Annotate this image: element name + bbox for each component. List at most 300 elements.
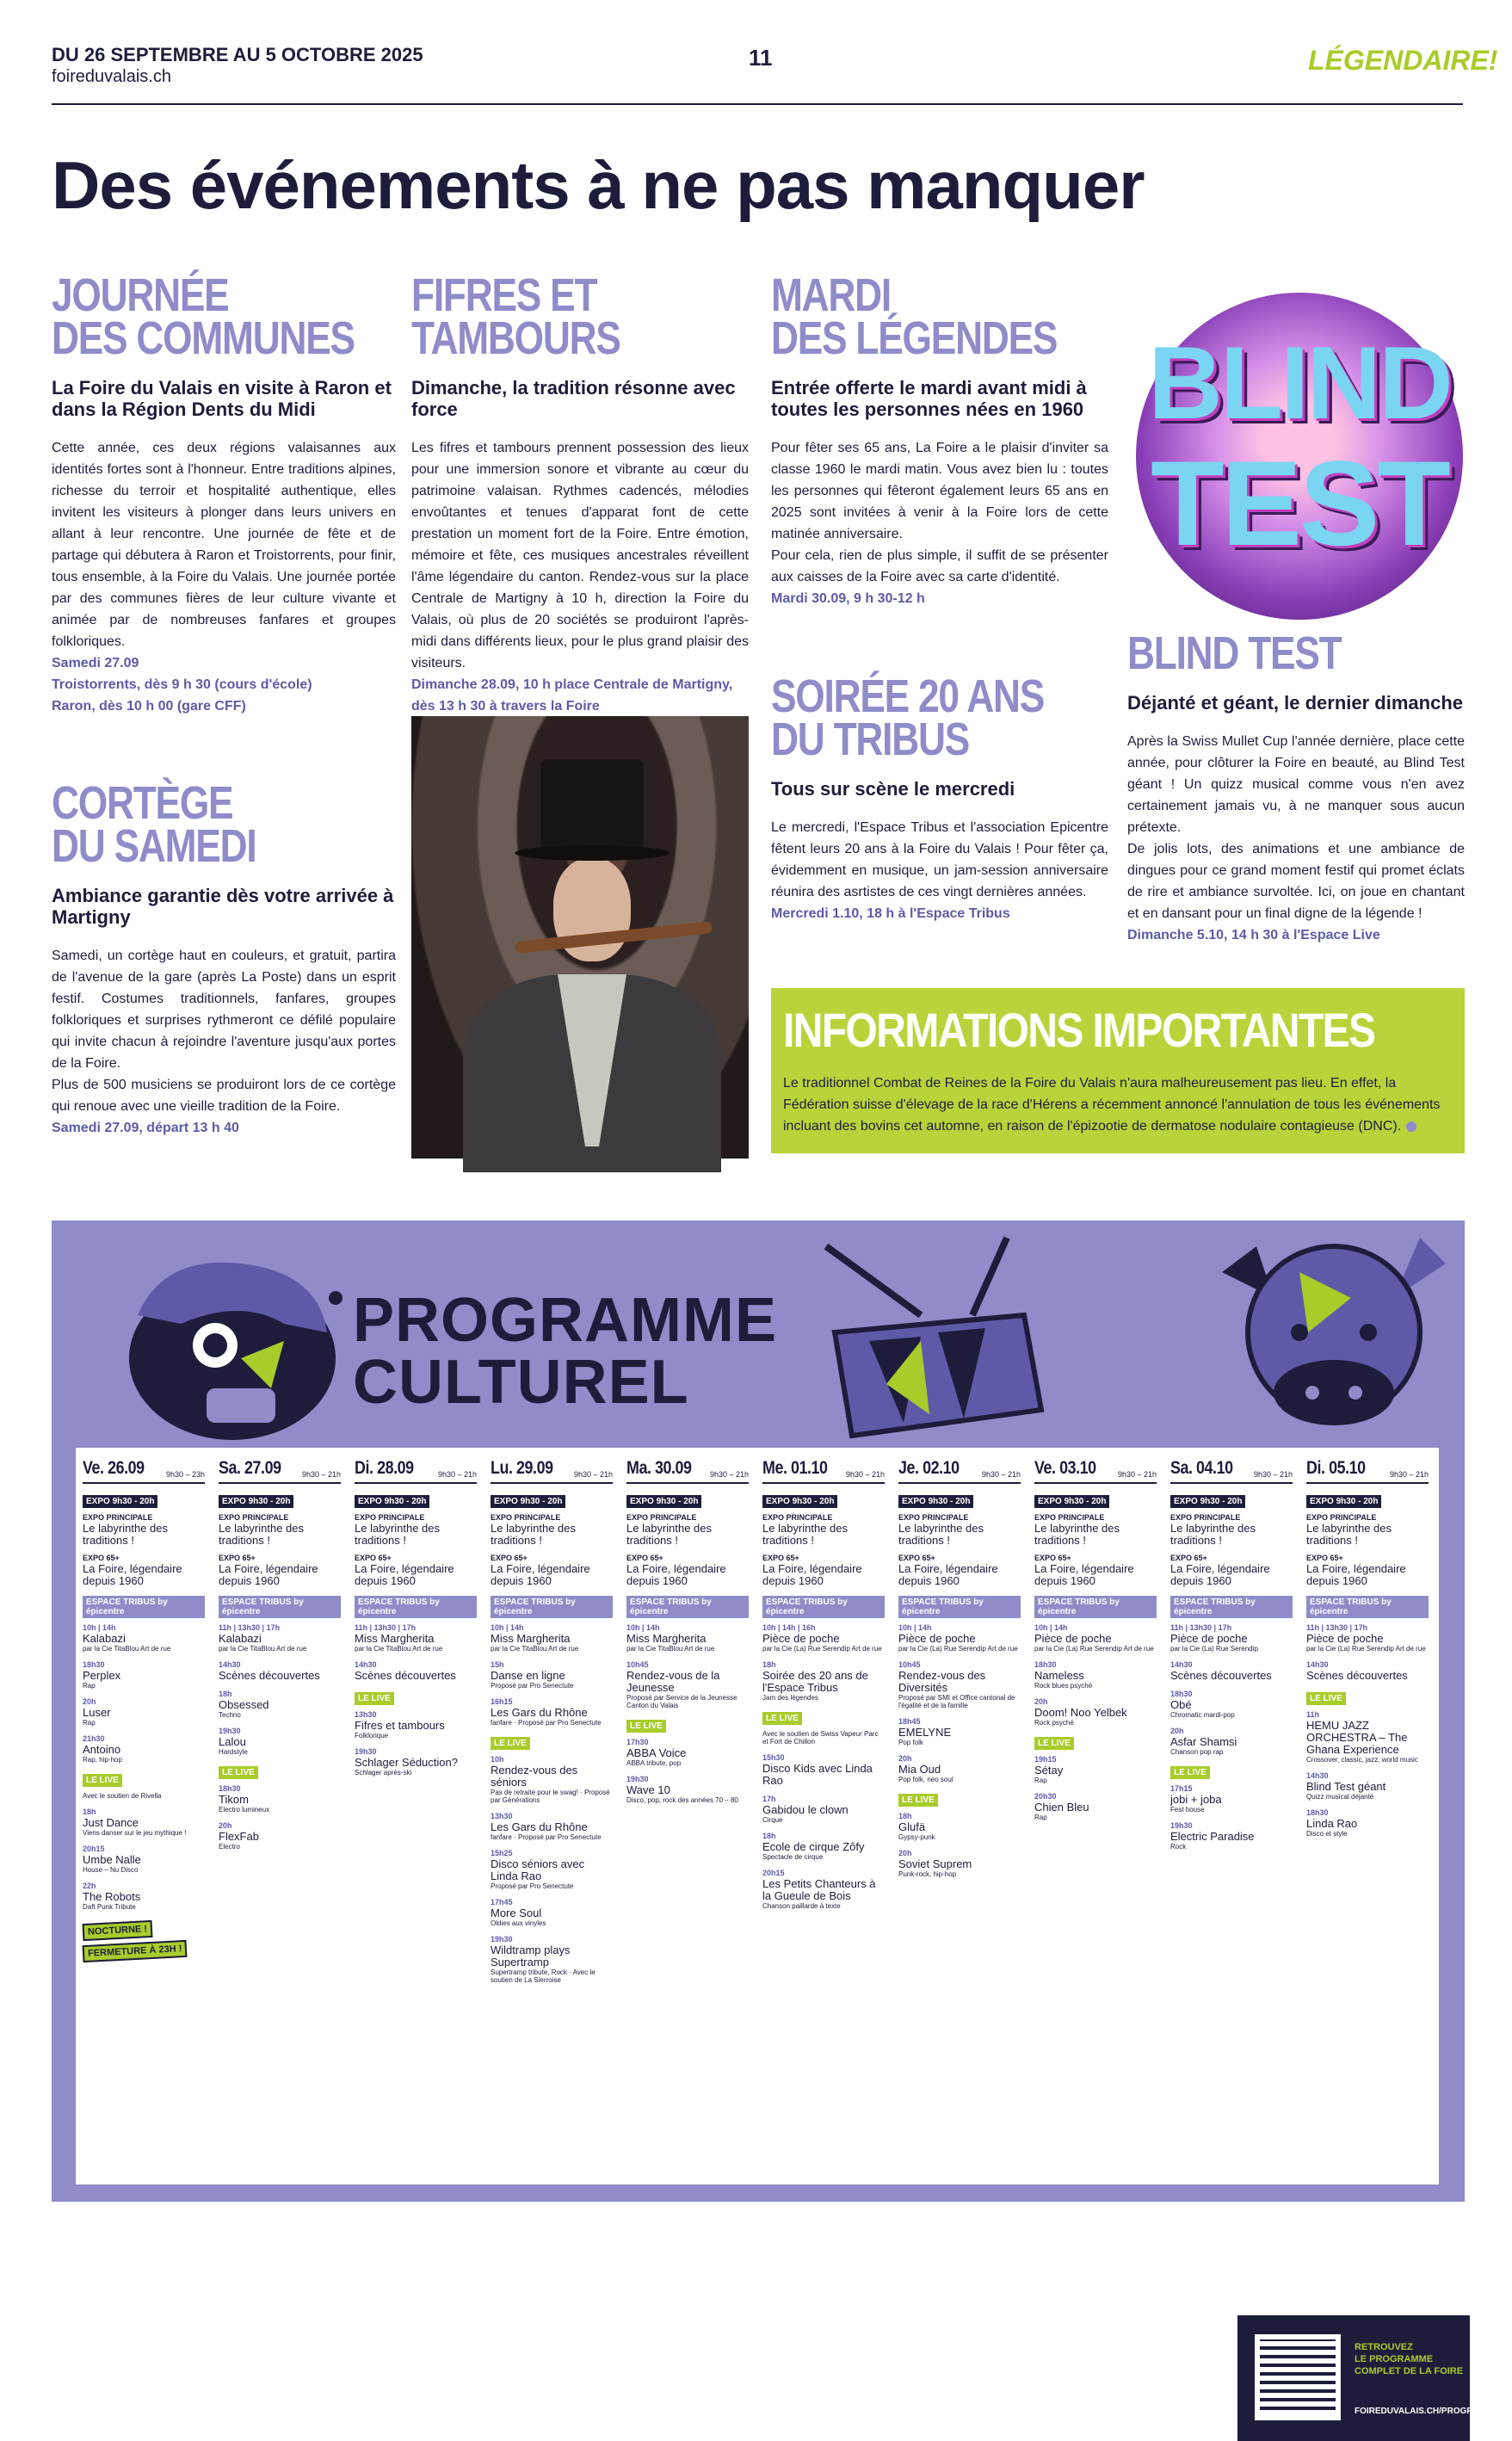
item-genre: Spectacle de cirque — [762, 1853, 824, 1861]
expo-label: EXPO 65+ — [898, 1554, 935, 1562]
programme-item — [355, 1623, 477, 1653]
event-body: Les fifres et tambours prennent possession des lieux pour une immersion sonore et vibrante au cœur du patrimoine valaisan. Rythmes cadencés, mélodies envoûtantes et tenues d'apparat font de cette prestation un moment fort de la Foire. Entre émotion, mémoire et fête, ces musiques ancestrales réveillent l'âme légendaire du canton. Rendez-vous sur la place Centrale de Martigny à 10 h, direction la Foire du Valais, où plus de 20 sociétés se produiront l'après-midi dans différents lieux, pour le plus grand plaisir des visiteurs. — [411, 441, 749, 671]
item-genre: Daft Punk Tribute — [83, 1903, 136, 1911]
item-time: 10h | 14h — [626, 1623, 660, 1632]
item-time: 11h | 13h30 | 17h — [1170, 1623, 1232, 1632]
item-name: Danse en ligne — [491, 1669, 565, 1682]
item-genre: Techno — [219, 1711, 241, 1719]
section-tribus: ESPACE TRIBUS by épicentre — [762, 1596, 885, 1618]
item-name: Doom! Noo Yelbek — [1034, 1706, 1127, 1719]
item-genre: Pop folk — [898, 1739, 923, 1746]
section-live: LE LIVE — [1170, 1766, 1210, 1779]
event-subtitle: Tous sur scène le mercredi — [771, 778, 1015, 800]
expo-label: EXPO PRINCIPALE — [898, 1513, 969, 1522]
programme-item — [491, 1660, 613, 1690]
item-time: 10h | 14h — [491, 1623, 524, 1632]
expo-label: EXPO PRINCIPALE — [1306, 1513, 1377, 1522]
item-time: 20h — [219, 1821, 232, 1830]
item-time: 19h30 — [355, 1747, 377, 1756]
programme-item — [762, 1832, 885, 1861]
programme-item — [83, 1697, 205, 1727]
item-genre: Chanson paillarde à texte — [762, 1902, 841, 1910]
item-genre: fanfare · Proposé par Pro Senectute — [491, 1833, 602, 1841]
item-genre: Jam des légendes — [762, 1694, 818, 1702]
item-time: 18h30 — [1170, 1690, 1193, 1698]
item-name: Rendez-vous des séniors — [491, 1764, 578, 1789]
programme-item — [1170, 1784, 1293, 1814]
item-name: Pièce de poche — [1034, 1632, 1112, 1645]
item-name: Disco Kids avec Linda Rao — [762, 1762, 873, 1787]
programme-item — [1170, 1727, 1293, 1756]
expo-value: Le labyrinthe des traditions ! — [219, 1522, 305, 1547]
item-name: Soviet Suprem — [898, 1857, 972, 1870]
item-genre: Pop folk, neo soul — [898, 1776, 953, 1783]
event-date: Dimanche 28.09, 10 h place Centrale de Martigny, — [411, 677, 733, 692]
item-genre: Rap — [1034, 1814, 1047, 1821]
brand-logo: LÉGENDAIRE! — [1308, 45, 1498, 76]
page-number: 11 — [749, 45, 773, 71]
item-genre: Chanson pop rap — [1170, 1748, 1224, 1756]
item-genre: par la Cie (La) Rue Serendip Art de rue — [1034, 1645, 1154, 1653]
expo-value: Le labyrinthe des traditions ! — [355, 1522, 441, 1547]
section-live: LE LIVE — [219, 1766, 258, 1779]
item-name: Les Gars du Rhône — [491, 1820, 588, 1833]
event-fifres — [411, 269, 749, 717]
item-genre: Chromatic mardi-pop — [1170, 1711, 1235, 1719]
item-genre: Disco, pop, rock des années 70 – 80 — [626, 1796, 738, 1804]
programme-item — [1306, 1623, 1429, 1653]
expo-value: Le labyrinthe des traditions ! — [762, 1522, 849, 1547]
expo-tag: EXPO 9h30 - 20h — [1170, 1495, 1245, 1508]
section-tribus: ESPACE TRIBUS by épicentre — [1034, 1596, 1157, 1618]
item-name: Ecole de cirque Zôfy — [762, 1840, 865, 1853]
programme-item — [83, 1792, 205, 1800]
item-time: 18h — [219, 1690, 232, 1698]
item-genre: Schlager après-ski — [355, 1769, 412, 1777]
header-dates: DU 26 SEPTEMBRE AU 5 OCTOBRE 2025 — [52, 44, 423, 65]
expo-tag: EXPO 9h30 - 20h — [626, 1495, 701, 1508]
programme-item — [898, 1754, 1021, 1783]
day-column — [892, 1448, 1028, 2185]
item-genre: par la Cie (La) Rue Serendip Art de rue — [898, 1645, 1018, 1653]
item-time: 20h30 — [1034, 1792, 1057, 1801]
programme-item — [491, 1623, 613, 1653]
event-title: JOURNÉE DES COMMUNES — [52, 269, 355, 364]
item-time: 10h45 — [626, 1660, 649, 1669]
item-time: 18h30 — [83, 1660, 105, 1669]
programme-item — [626, 1660, 749, 1709]
item-name: Sétay — [1034, 1764, 1064, 1777]
item-name: Kalabazi — [219, 1632, 262, 1645]
item-genre: Electro lumineux — [219, 1806, 270, 1814]
blind-test-artwork: BLIND TEST — [1136, 293, 1463, 620]
item-name: Linda Rao — [1306, 1817, 1358, 1830]
item-time: 10h | 14h — [1034, 1623, 1068, 1632]
programme-item — [219, 1821, 341, 1851]
programme-item — [355, 1710, 477, 1740]
item-genre: Fest house — [1170, 1806, 1205, 1814]
header-rule — [52, 103, 1463, 105]
section-tribus: ESPACE TRIBUS by épicentre — [83, 1596, 205, 1618]
item-time: 11h — [1306, 1710, 1320, 1719]
item-time: 13h30 — [355, 1710, 377, 1719]
expo-value: Le labyrinthe des traditions ! — [898, 1522, 984, 1547]
event-date: Samedi 27.09 — [52, 656, 139, 671]
programme-item — [1034, 1623, 1157, 1653]
end-dot-icon — [1406, 1122, 1416, 1132]
item-genre: Folklorique — [355, 1732, 389, 1740]
day-hours: 9h30 – 21h — [573, 1470, 613, 1479]
item-genre: Pas de retraite pour le swag! · Proposé par Générations — [491, 1789, 610, 1804]
expo-tag: EXPO 9h30 - 20h — [762, 1495, 837, 1508]
expo-value: La Foire, légendaire depuis 1960 — [491, 1562, 590, 1587]
item-time: 14h30 — [1170, 1660, 1193, 1669]
day-column — [348, 1448, 484, 2185]
item-name: EMELYNE — [898, 1726, 952, 1739]
item-time: 19h30 — [491, 1935, 513, 1944]
qr-url[interactable]: FOIREDUVALAIS.CH/PROGRAMME — [1355, 2407, 1500, 2416]
item-genre: Gypsy-punk — [898, 1833, 935, 1841]
item-time: 18h — [762, 1832, 776, 1840]
item-genre: Electro — [219, 1843, 240, 1851]
section-live: LE LIVE — [626, 1720, 666, 1733]
item-name: Just Dance — [83, 1816, 139, 1829]
item-name: Rendez-vous de la Jeunesse — [626, 1669, 720, 1694]
event-title: CORTÈGE DU SAMEDI — [52, 777, 256, 872]
item-name: FlexFab — [219, 1830, 259, 1843]
item-time: 18h45 — [898, 1717, 921, 1726]
programme-item — [762, 1869, 885, 1910]
item-name: Antoino — [83, 1743, 121, 1756]
item-time: 17h45 — [491, 1898, 513, 1906]
day-header — [626, 1458, 749, 1484]
item-time: 10h45 — [898, 1660, 921, 1669]
expo-value: La Foire, légendaire depuis 1960 — [898, 1562, 998, 1587]
programme-item — [491, 1697, 613, 1727]
item-time: 13h30 — [491, 1812, 513, 1820]
expo-label: EXPO 65+ — [355, 1554, 392, 1562]
event-subtitle: La Foire du Valais en visite à Raron et dans la Région Dents du Midi — [52, 377, 392, 420]
event-date: Raron, dès 10 h 00 (gare CFF) — [52, 699, 246, 714]
cow-head-icon — [1205, 1220, 1463, 1436]
item-time: 14h30 — [1306, 1660, 1329, 1669]
event-date: Samedi 27.09, départ 13 h 40 — [52, 1121, 239, 1135]
item-time: 20h — [898, 1849, 912, 1857]
item-name: Pièce de poche — [762, 1632, 840, 1645]
item-name: Schlager Séduction? — [355, 1756, 458, 1769]
item-name: Luser — [83, 1706, 111, 1719]
closing-badge: FERMETURE À 23H ! — [83, 1940, 188, 1962]
item-time: 11h | 13h30 | 17h — [1306, 1623, 1368, 1632]
item-genre: Rock psyché — [1034, 1719, 1074, 1727]
event-body: Cette année, ces deux régions valaisannes aux identités fortes sont à l'honneur. Entre traditions alpines, richesse du terroir et hospitalité authentique, elles invitent les visiteurs à plonger dans leurs univers en allant à leur rencontre. Une journée de fête et de partage qui débutera à Raron et Troistorrents, pour finir, tous ensemble, à la Foire du Valais. Une journée portée par des communes fières de leur culture vivante et animée par de nombreuses fanfares et groupes folkloriques. — [52, 441, 396, 649]
expo-label: EXPO PRINCIPALE — [219, 1513, 289, 1522]
item-genre: Hardstyle — [219, 1748, 248, 1756]
expo-value: La Foire, légendaire depuis 1960 — [1306, 1562, 1406, 1587]
item-time: 18h — [83, 1808, 96, 1816]
day-name: Di. 05.10 — [1306, 1458, 1366, 1478]
item-name: Pièce de poche — [1170, 1632, 1248, 1645]
day-hours: 9h30 – 21h — [1117, 1470, 1157, 1479]
item-genre: par la Cie TitaBlou Art de rue — [219, 1645, 307, 1653]
event-subtitle: Déjanté et géant, le dernier dimanche — [1127, 692, 1464, 714]
event-subtitle: Ambiance garantie dès votre arrivée à Martigny — [52, 885, 394, 928]
item-name: Les Petits Chanteurs à la Gueule de Bois — [762, 1877, 876, 1902]
programme-item — [1306, 1771, 1429, 1801]
qr-box[interactable] — [1237, 2315, 1500, 2441]
event-body: De jolis lots, des animations et une ambiance de dingues pour ce grand moment festif qui promet éclats de rire et ambiance survoltée. Ici, on joue en chantant et en dansant pour un final digne de la légende ! — [1127, 842, 1465, 921]
expo-label: EXPO PRINCIPALE — [355, 1513, 425, 1522]
day-name: Di. 28.09 — [355, 1458, 414, 1478]
important-info-box — [771, 988, 1465, 1153]
expo-tag: EXPO 9h30 - 20h — [491, 1495, 565, 1508]
day-name: Sa. 04.10 — [1170, 1458, 1233, 1478]
expo-value: La Foire, légendaire depuis 1960 — [219, 1562, 318, 1587]
item-genre: par la Cie TitaBlou Art de rue — [355, 1645, 443, 1653]
expo-value: Le labyrinthe des traditions ! — [491, 1522, 577, 1547]
section-live: LE LIVE — [1306, 1692, 1346, 1705]
event-title: BLIND TEST — [1127, 627, 1342, 679]
item-genre: Rock — [1170, 1843, 1187, 1851]
section-tribus: ESPACE TRIBUS by épicentre — [491, 1596, 613, 1618]
day-hours: 9h30 – 21h — [981, 1470, 1021, 1479]
item-genre: Proposé par Pro Senectute — [491, 1682, 574, 1690]
character-face-icon — [112, 1238, 353, 1444]
event-communes — [52, 269, 396, 717]
day-hours: 9h30 – 21h — [1253, 1470, 1293, 1479]
expo-label: EXPO PRINCIPALE — [491, 1513, 561, 1522]
section-tribus: ESPACE TRIBUS by épicentre — [1306, 1596, 1429, 1618]
item-time: 18h30 — [1306, 1808, 1329, 1817]
item-time: 20h15 — [762, 1869, 785, 1877]
day-column — [1028, 1448, 1163, 2185]
item-name: Soirée des 20 ans de l'Espace Tribus — [762, 1669, 868, 1694]
programme-item — [898, 1660, 1021, 1709]
section-live: LE LIVE — [83, 1774, 122, 1787]
item-time: 19h30 — [626, 1775, 649, 1783]
programme-item — [898, 1623, 1021, 1653]
item-genre: par la Cie (La) Rue Serendip Art de rue — [1306, 1645, 1426, 1653]
section-live: LE LIVE — [1034, 1737, 1074, 1750]
programme-item — [1306, 1710, 1429, 1764]
programme-item — [83, 1660, 205, 1690]
programme-item — [762, 1660, 885, 1702]
expo-label: EXPO PRINCIPALE — [762, 1513, 833, 1522]
event-title: SOIRÉE 20 ANS DU TRIBUS — [771, 671, 1045, 765]
day-header — [491, 1458, 613, 1484]
programme-item — [1170, 1821, 1293, 1851]
expo-label: EXPO 65+ — [219, 1554, 256, 1562]
section-tribus: ESPACE TRIBUS by épicentre — [626, 1596, 749, 1618]
item-time: 20h — [1170, 1727, 1184, 1735]
event-subtitle: Dimanche, la tradition résonne avec force — [411, 377, 736, 420]
programme-item — [355, 1747, 477, 1777]
day-name: Sa. 27.09 — [219, 1458, 281, 1478]
expo-label: EXPO PRINCIPALE — [1170, 1513, 1241, 1522]
event-body: Plus de 500 musiciens se produiront lors de ce cortège qui renoue avec une vieille tradition de la Foire. — [52, 1078, 396, 1114]
info-body: Le traditionnel Combat de Reines de la Foire du Valais n'aura malheureusement pas lieu. En effet, la Fédération suisse d'élevage de la race d'Hérens a récemment annoncé l'annulation de tous les événements incluant des bovins cet automne, en raison de l'épizootie de dermatose nodulaire contagieuse (DNC). — [783, 1076, 1441, 1134]
day-column — [756, 1448, 892, 2185]
item-genre: Rap — [83, 1682, 96, 1690]
item-time: 19h30 — [1170, 1821, 1193, 1830]
item-genre: Disco et style — [1306, 1830, 1348, 1838]
info-title: INFORMATIONS IMPORTANTES — [783, 1003, 1375, 1057]
programme-item — [83, 1845, 205, 1874]
item-name: Scènes découvertes — [1306, 1669, 1408, 1682]
event-tribus — [771, 671, 1108, 924]
programme-item — [83, 1734, 205, 1764]
item-name: Gabidou le clown — [762, 1803, 849, 1816]
item-name: Nameless — [1034, 1669, 1084, 1682]
item-genre: Quizz musical déjanté — [1306, 1793, 1374, 1801]
day-column — [484, 1448, 620, 2185]
programme-item — [1034, 1755, 1157, 1784]
expo-value: La Foire, légendaire depuis 1960 — [626, 1562, 726, 1587]
item-time: 20h15 — [83, 1845, 105, 1853]
programme-item — [1170, 1690, 1293, 1719]
item-name: Mia Oud — [898, 1763, 941, 1776]
programme-item — [83, 1623, 205, 1653]
programme-item — [1170, 1623, 1293, 1653]
expo-label: EXPO PRINCIPALE — [1034, 1513, 1105, 1522]
section-tribus: ESPACE TRIBUS by épicentre — [355, 1596, 477, 1618]
event-blind-test — [1127, 627, 1465, 946]
expo-label: EXPO 65+ — [491, 1554, 528, 1562]
item-genre: Supertramp tribute, Rock · Avec le soutien de La Sierroise — [491, 1968, 596, 1984]
item-genre: par la Cie TitaBlou Art de rue — [83, 1645, 171, 1653]
item-name: Scènes découvertes — [219, 1669, 320, 1682]
item-time: 15h25 — [491, 1849, 513, 1857]
expo-value: La Foire, légendaire depuis 1960 — [762, 1562, 862, 1587]
item-genre: Crossover, classic, jazz, world music — [1306, 1756, 1418, 1764]
qr-code-icon[interactable] — [1255, 2334, 1341, 2420]
programme-item — [83, 1882, 205, 1911]
section-live: LE LIVE — [762, 1712, 802, 1725]
nocturne-badge: NOCTURNE ! — [83, 1920, 153, 1941]
item-genre: par la Cie TitaBlou Art de rue — [626, 1645, 715, 1653]
expo-tag: EXPO 9h30 - 20h — [219, 1495, 293, 1508]
event-body: Samedi, un cortège haut en couleurs, et gratuit, partira de l'avenue de la gare (après La Poste) dans un esprit festif. Costumes traditionnels, fanfares, groupes folkloriques et surprises rythmeront ce défilé populaire qui invite chacun à rejoindre l'aventure jusqu'aux portes de la Foire. — [52, 949, 396, 1071]
item-time: 17h — [762, 1795, 776, 1803]
programme-item — [355, 1660, 477, 1682]
day-header — [1170, 1458, 1293, 1484]
item-genre: Avec le soutien de Swiss Vapeur Parc et Fort de Chillon — [762, 1730, 879, 1746]
day-column — [76, 1448, 212, 2185]
expo-tag: EXPO 9h30 - 20h — [898, 1495, 973, 1508]
item-genre: Punk-rock, hip-hop — [898, 1870, 957, 1878]
item-name: The Robots — [83, 1890, 141, 1903]
expo-tag: EXPO 9h30 - 20h — [1034, 1495, 1109, 1508]
event-title: FIFRES ET TAMBOURS — [411, 269, 620, 364]
programme-item — [1306, 1660, 1429, 1682]
programme-item — [898, 1849, 1021, 1878]
item-name: Scènes découvertes — [355, 1669, 456, 1682]
item-time: 19h15 — [1034, 1755, 1057, 1764]
section-tribus: ESPACE TRIBUS by épicentre — [219, 1596, 341, 1618]
event-subtitle: Entrée offerte le mardi avant midi à toutes les personnes nées en 1960 — [771, 377, 1087, 420]
day-column — [620, 1448, 756, 2185]
qr-text: RETROUVEZ LE PROGRAMME COMPLET DE LA FOIRE — [1355, 2342, 1464, 2376]
day-header — [898, 1458, 1021, 1484]
expo-label: EXPO 65+ — [83, 1554, 120, 1562]
item-time: 21h30 — [83, 1734, 105, 1743]
item-genre: par la Cie (La) Rue Serendip Art de rue — [762, 1645, 882, 1653]
item-genre: Cirque — [762, 1816, 783, 1824]
programme-title: PROGRAMME CULTUREL — [353, 1286, 777, 1417]
expo-label: EXPO 65+ — [626, 1554, 663, 1562]
programme-item — [219, 1727, 341, 1756]
item-time: 15h30 — [762, 1753, 785, 1762]
event-body: Après la Swiss Mullet Cup l'année dernière, place cette année, pour clôturer la Foire en beauté, au Blind Test géant ! Un quizz musical comme vous n'en avez certainement jamais vu, à ne manquer sous aucun prétexte. — [1127, 734, 1465, 835]
fifre-player-photo — [411, 716, 749, 1159]
day-header — [1034, 1458, 1157, 1484]
expo-value: Le labyrinthe des traditions ! — [1306, 1522, 1392, 1547]
item-time: 17h30 — [626, 1738, 649, 1746]
item-genre: Avec le soutien de Rivella — [83, 1792, 162, 1800]
item-genre: par la Cie TitaBlou Art de rue — [491, 1645, 579, 1653]
programme-item — [626, 1775, 749, 1804]
expo-label: EXPO 65+ — [1170, 1554, 1207, 1562]
day-header — [219, 1458, 341, 1484]
expo-tag: EXPO 9h30 - 20h — [355, 1495, 429, 1508]
item-name: HEMU JAZZ ORCHESTRA – The Ghana Experience — [1306, 1719, 1408, 1756]
event-body: Pour cela, rien de plus simple, il suffit de se présenter aux caisses de la Foire avec sa carte d'identité. — [771, 548, 1108, 584]
day-hours: 9h30 – 21h — [845, 1470, 885, 1479]
day-column — [212, 1448, 348, 2185]
programme-item — [626, 1738, 749, 1767]
event-title: MARDI DES LÉGENDES — [771, 269, 1058, 364]
section-tribus: ESPACE TRIBUS by épicentre — [898, 1596, 1021, 1618]
item-genre: Oldies aux vinyles — [491, 1919, 546, 1927]
programme-item — [762, 1730, 885, 1746]
expo-value: La Foire, légendaire depuis 1960 — [1034, 1562, 1134, 1587]
day-hours: 9h30 – 21h — [437, 1470, 477, 1479]
event-body: Pour fêter ses 65 ans, La Foire a le plaisir d'inviter sa classe 1960 le mardi matin. Vous avez bien lu : toutes les personnes qui fêteront également leurs 65 ans en 2025 sont invitées à venir à la Foire lors de cette matinée anniversaire. — [771, 441, 1108, 541]
expo-value: La Foire, légendaire depuis 1960 — [355, 1562, 454, 1587]
item-genre: Rap, hip-hop — [83, 1756, 122, 1764]
item-time: 18h30 — [1034, 1660, 1057, 1669]
day-hours: 9h30 – 23h — [165, 1470, 205, 1479]
day-name: Me. 01.10 — [762, 1458, 828, 1478]
item-name: Les Gars du Rhône — [491, 1706, 588, 1719]
event-cortege — [52, 777, 396, 1139]
event-date: Mercredi 1.10, 18 h à l'Espace Tribus — [771, 906, 1010, 921]
programme-item — [1306, 1808, 1429, 1838]
item-time: 20h — [83, 1697, 96, 1706]
day-header — [83, 1458, 205, 1484]
programme-item — [898, 1717, 1021, 1746]
item-time: 15h — [491, 1660, 504, 1669]
event-mardi — [771, 269, 1108, 609]
item-name: Miss Margherita — [491, 1632, 571, 1645]
header-url: foireduvalais.ch — [52, 67, 171, 86]
item-name: Lalou — [219, 1735, 246, 1748]
drum-icon — [792, 1238, 1067, 1444]
section-live: LE LIVE — [491, 1737, 530, 1750]
item-time: 22h — [83, 1882, 96, 1890]
item-name: Fifres et tambours — [355, 1719, 445, 1732]
item-time: 11h | 13h30 | 17h — [355, 1623, 417, 1632]
item-name: More Soul — [491, 1906, 542, 1919]
expo-value: La Foire, légendaire depuis 1960 — [1170, 1562, 1270, 1587]
item-name: Pièce de poche — [898, 1632, 976, 1645]
day-header — [1306, 1458, 1429, 1484]
item-genre: Proposé par SMI et Office cantonal de l'égalité et de la famille — [898, 1694, 1015, 1709]
item-name: Chien Bleu — [1034, 1801, 1089, 1814]
programme-item — [898, 1812, 1021, 1841]
item-genre: ABBA tribute, pop — [626, 1759, 682, 1767]
item-name: Asfar Shamsi — [1170, 1735, 1237, 1748]
